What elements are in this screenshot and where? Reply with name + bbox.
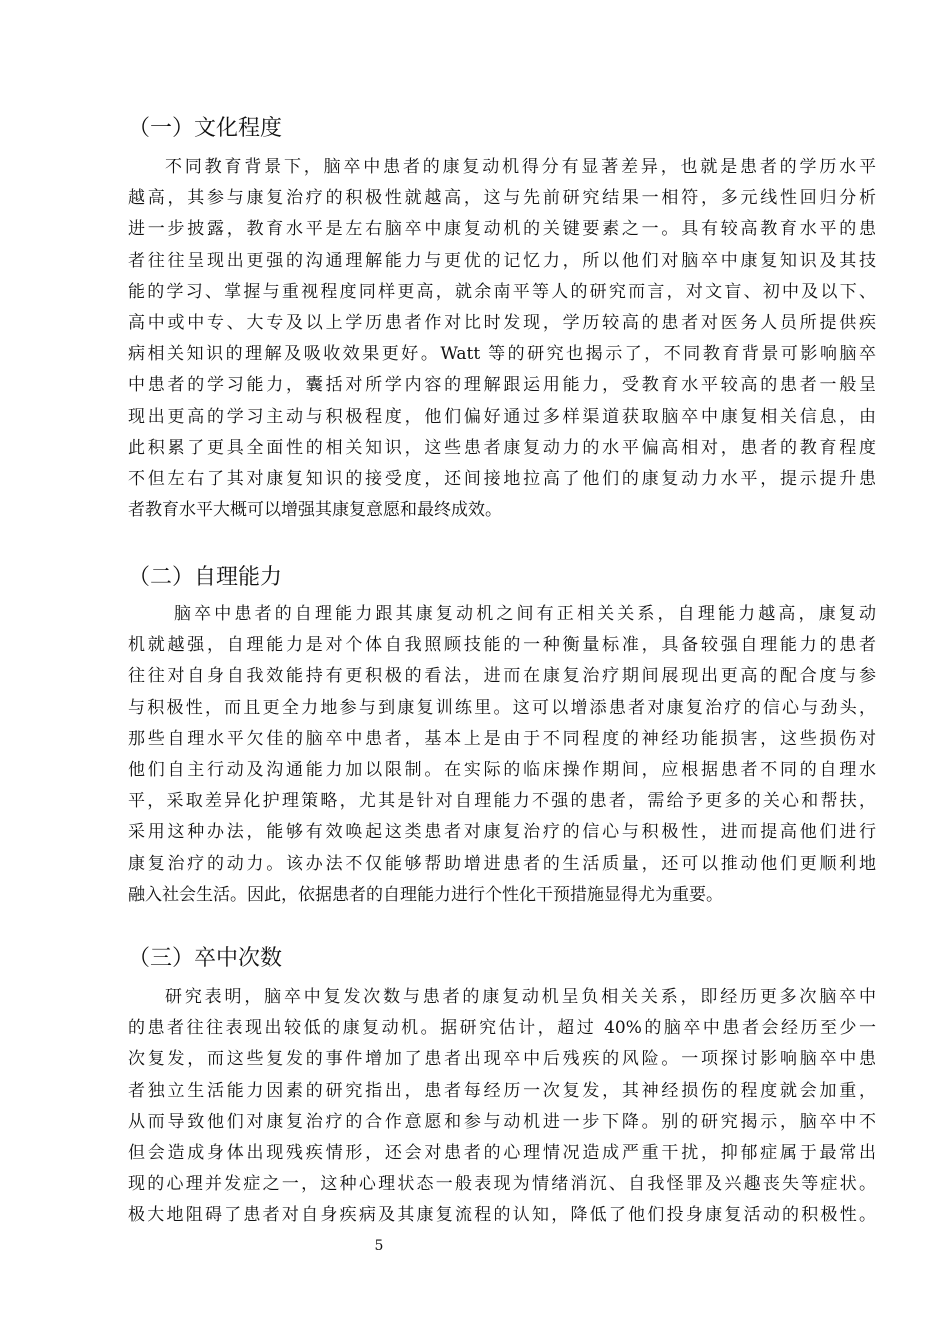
paragraph-stroke-count — [128, 982, 876, 1232]
text-line: 机就越强，自理能力是对个体自我照顾技能的一种衡量标准，具备较强自理能力的患者 — [128, 635, 876, 656]
text-line: 康复治疗的动力。该办法不仅能够帮助增进患者的生活质量，还可以推动他们更顺利地 — [128, 853, 876, 874]
text-line: 现出更高的学习主动与积极程度，他们偏好通过多样渠道获取脑卒中康复相关信息，由 — [128, 406, 876, 427]
text-line: 者往往呈现出更强的沟通理解能力与更优的记忆力，所以他们对脑卒中康复知识及其技 — [128, 250, 876, 271]
text-line: 者独立生活能力因素的研究指出，患者每经历一次复发，其神经损伤的程度就会加重， — [128, 1080, 876, 1101]
paragraph-self-care — [128, 599, 876, 911]
text-line: 次复发，而这些复发的事件增加了患者出现卒中后残疾的风险。一项探讨影响脑卒中患 — [128, 1049, 876, 1070]
text-line: 他们自主行动及沟通能力加以限制。在实际的临床操作期间，应根据患者不同的自理水 — [128, 759, 876, 780]
section-heading-stroke-count: （三）卒中次数 — [128, 946, 283, 971]
text-line: 采用这种办法，能够有效唤起这类患者对康复治疗的信心与积极性，进而提高他们进行 — [128, 822, 876, 843]
text-line: 融入社会生活。因此，依据患者的自理能力进行个性化干预措施显得尤为重要。 — [128, 884, 723, 905]
text-line: 者教育水平大概可以增强其康复意愿和最终成效。 — [128, 500, 502, 521]
text-line: 中患者的学习能力，囊括对所学内容的理解跟运用能力，受教育水平较高的患者一般呈 — [128, 375, 876, 396]
text-line: 病相关知识的理解及吸收效果更好。Watt 等的研究也揭示了，不同教育背景可影响脑卒 — [128, 344, 876, 365]
text-line: 的患者往往表现出较低的康复动机。据研究估计，超过 40%的脑卒中患者会经历至少一 — [128, 1018, 876, 1039]
text-line: 不同教育背景下，脑卒中患者的康复动机得分有显著差异，也就是患者的学历水平 — [165, 157, 876, 177]
text-line: 高中或中专、大专及以上学历患者作对比时发现，学历较高的患者对医务人员所提供疾 — [128, 312, 876, 333]
page-number: 5 — [374, 1238, 384, 1254]
text-line: 与积极性，而且更全力地参与到康复训练里。这可以增添患者对康复治疗的信心与劲头， — [128, 697, 876, 718]
text-line: 那些自理水平欠佳的脑卒中患者，基本上是由于不同程度的神经功能损害，这些损伤对 — [128, 728, 876, 749]
section-heading-education: （一）文化程度 — [128, 116, 283, 141]
text-line: 往往对自身自我效能持有更积极的看法，进而在康复治疗期间展现出更高的配合度与参 — [128, 666, 876, 687]
text-line: 平，采取差异化护理策略，尤其是针对自理能力不强的患者，需给予更多的关心和帮扶， — [128, 791, 876, 812]
text-line: 此积累了更具全面性的相关知识，这些患者康复动力的水平偏高相对，患者的教育程度 — [128, 437, 876, 458]
text-line: 能的学习、掌握与重视程度同样更高，就余南平等人的研究而言，对文盲、初中及以下、 — [128, 281, 876, 302]
text-line: 但会造成身体出现残疾情形，还会对患者的心理情况造成严重干扰，抑郁症属于最常出 — [128, 1142, 876, 1163]
text-line: 不但左右了其对康复知识的接受度，还间接地拉高了他们的康复动力水平，提示提升患 — [128, 468, 876, 489]
text-line: 从而导致他们对康复治疗的合作意愿和参与动机进一步下降。别的研究揭示，脑卒中不 — [128, 1111, 876, 1132]
paragraph-education — [128, 152, 876, 526]
text-line: 现的心理并发症之一，这种心理状态一般表现为情绪消沉、自我怪罪及兴趣丧失等症状。 — [128, 1174, 876, 1195]
text-line: 越高，其参与康复治疗的积极性就越高，这与先前研究结果一相符，多元线性回归分析 — [128, 188, 876, 209]
text-line: 研究表明，脑卒中复发次数与患者的康复动机呈负相关关系，即经历更多次脑卒中 — [165, 987, 876, 1007]
section-heading-self-care: （二）自理能力 — [128, 565, 283, 590]
text-line: 极大地阻碍了患者对自身疾病及其康复流程的认知，降低了他们投身康复活动的积极性。 — [128, 1205, 876, 1226]
text-line: 进一步披露，教育水平是左右脑卒中康复动机的关键要素之一。具有较高教育水平的患 — [128, 219, 876, 240]
text-line: 脑卒中患者的自理能力跟其康复动机之间有正相关关系，自理能力越高，康复动 — [174, 604, 876, 624]
